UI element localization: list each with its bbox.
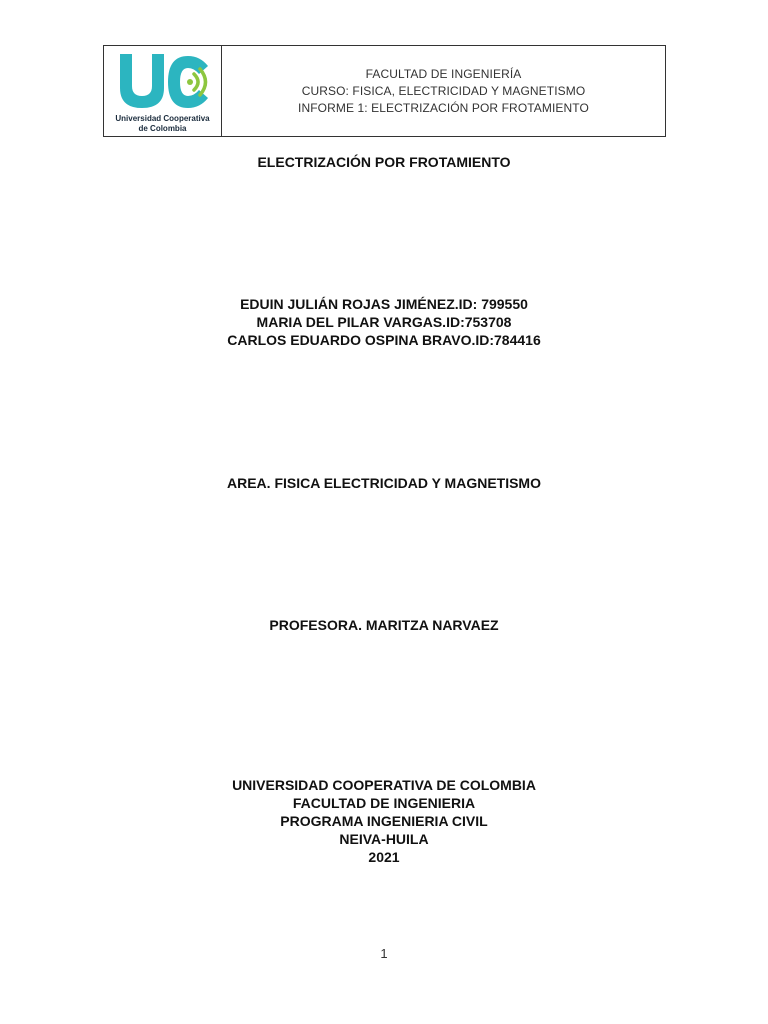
header-faculty: FACULTAD DE INGENIERÍA: [365, 66, 522, 81]
institution-program: PROGRAMA INGENIERIA CIVIL: [280, 813, 488, 829]
header-course: CURSO: FISICA, ELECTRICIDAD Y MAGNETISMO: [301, 83, 586, 98]
area-line: AREA. FISICA ELECTRICIDAD Y MAGNETISMO: [227, 475, 541, 491]
university-logo-icon: [114, 52, 210, 114]
logo-cell: [104, 46, 222, 136]
logo-caption-line2: de Colombia: [138, 124, 187, 133]
header-report: INFORME 1: ELECTRIZACIÓN POR FROTAMIENTO: [298, 100, 589, 115]
author-3: CARLOS EDUARDO OSPINA BRAVO.ID:784416: [227, 332, 541, 348]
document-title: ELECTRIZACIÓN POR FROTAMIENTO: [257, 154, 511, 170]
institution-city: NEIVA-HUILA: [339, 831, 429, 847]
author-2: MARIA DEL PILAR VARGAS.ID:753708: [256, 314, 512, 330]
institution-faculty: FACULTAD DE INGENIERIA: [292, 795, 476, 811]
header-table: [103, 45, 666, 137]
logo-caption-line1: Universidad Cooperativa: [115, 114, 210, 123]
page-number: 1: [380, 946, 388, 961]
header-text: [222, 46, 665, 136]
author-1: EDUIN JULIÁN ROJAS JIMÉNEZ.ID: 799550: [240, 296, 528, 312]
institution-block: [0, 776, 768, 866]
logo-caption: [104, 114, 221, 134]
institution-year: 2021: [368, 849, 400, 865]
authors-block: [0, 295, 768, 349]
institution-university: UNIVERSIDAD COOPERATIVA DE COLOMBIA: [232, 777, 536, 793]
professor-line: PROFESORA. MARITZA NARVAEZ: [269, 617, 499, 633]
